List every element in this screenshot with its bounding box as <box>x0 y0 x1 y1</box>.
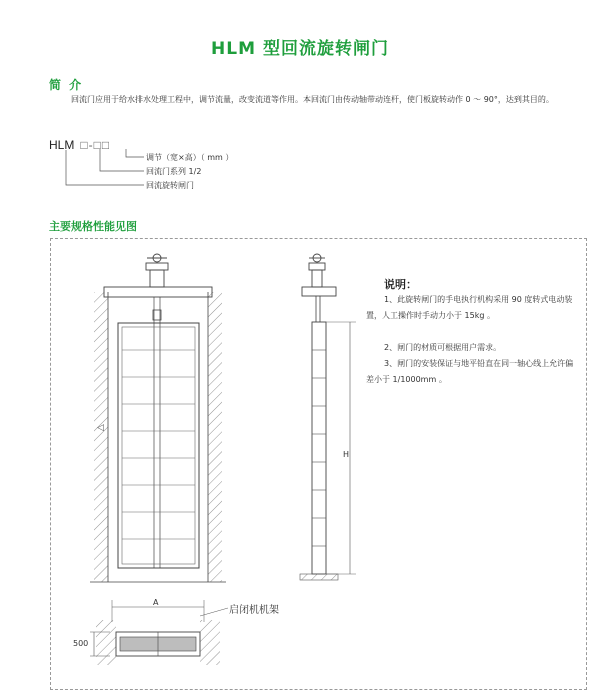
hoist-frame-label: 启闭机机架 <box>229 605 279 616</box>
dimension-label-width: A <box>153 598 159 607</box>
page-title: HLM 型回流旋转闸门 <box>211 39 389 59</box>
note-2: 2、闸门的材质可根据用户需求。 <box>384 343 502 352</box>
figure-heading: 主要规格性能见图 <box>49 220 137 233</box>
plan-view <box>90 600 228 665</box>
legend-item-series: 回流门系列 1/2 <box>146 167 202 176</box>
front-elevation <box>90 254 226 582</box>
model-code: □-□□ <box>80 138 111 152</box>
note-3: 3、闸门的安装保证与地平铅直在同一轴心线上允许偏差小于 1/1000mm 。 <box>366 359 574 384</box>
side-elevation <box>300 254 356 580</box>
intro-heading: 简 介 <box>49 78 84 92</box>
note-1: 1、此旋转闸门的手电执行机构采用 90 度转式电动装置，人工操作时手动力小于 15kg 。 <box>366 295 573 320</box>
dimension-label-500: 500 <box>73 639 89 648</box>
svg-text:◁: ◁ <box>97 423 104 433</box>
dimension-label-height: H <box>343 450 350 459</box>
legend-item-type: 回流旋转闸门 <box>146 181 194 190</box>
notes-title: 说明： <box>384 278 417 291</box>
legend-item-size: 调节（宽×高）（ mm ） <box>146 153 234 162</box>
intro-text: 回流门应用于给水排水处理工程中，调节流量，改变流道等作用。本回流门由传动轴带动连杆，使门板旋转动作 0 ～ 90°，达到其目的。 <box>71 95 554 104</box>
model-prefix: HLM <box>49 138 75 152</box>
